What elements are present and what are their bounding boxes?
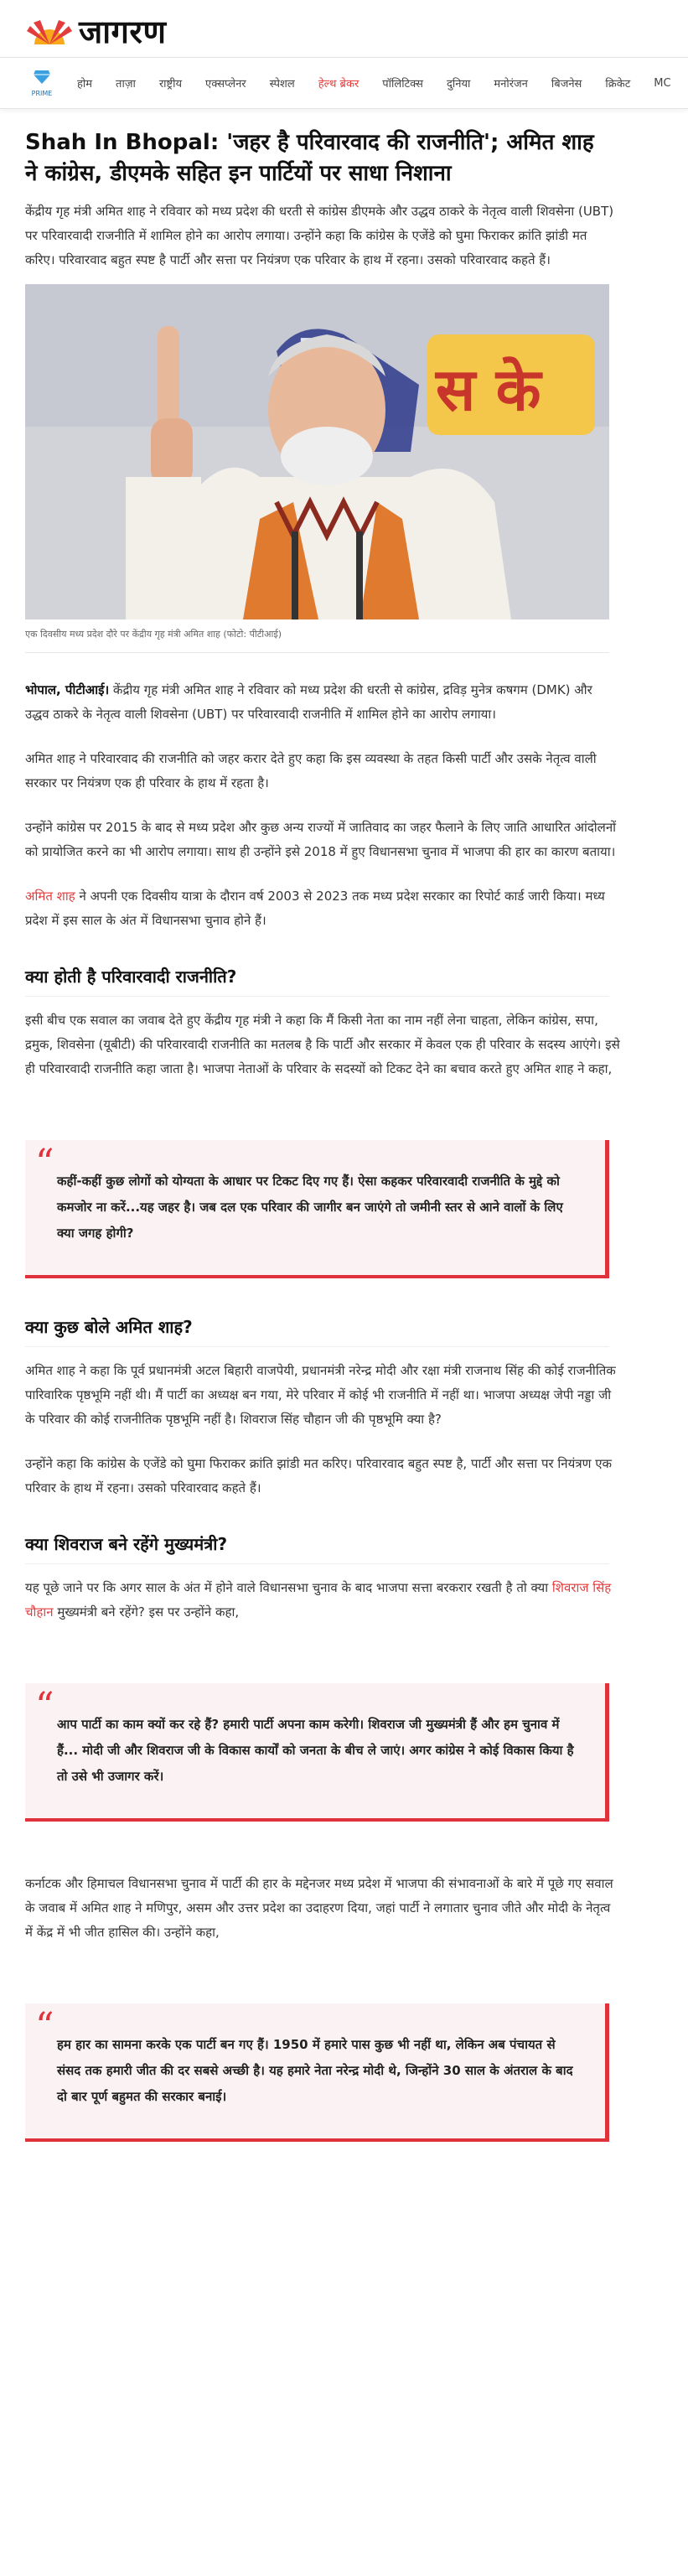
section-heading-dynasty-politics: क्या होती है परिवारवादी राजनीति? (25, 965, 609, 997)
paragraph-1-text: केंद्रीय गृह मंत्री अमित शाह ने रविवार को मध्य प्रदेश की धरती से कांग्रेस, द्रविड़ मुनेत्र कषगम (DMK) और उद्धव ठाकरे के नेतृत्व वाली शिवसेना (UBT) पर परिवारवादी राजनीति में शामिल होने का आरोप लगाया। (25, 682, 592, 722)
image-caption: एक दिवसीय मध्य प्रदेश दौरे पर केंद्रीय गृह मंत्री अमित शाह (फोटो: पीटीआई) (25, 628, 609, 653)
sun-logo-icon (25, 19, 74, 44)
nav-item-cricket[interactable]: क्रिकेट (605, 78, 631, 91)
nav-item-more[interactable]: MC (654, 76, 671, 90)
paragraph-1 (25, 678, 620, 727)
section-heading-shivraj-cm: क्या शिवराज बने रहेंगे मुख्यमंत्री? (25, 1532, 609, 1564)
paragraph-4-text: ने अपनी एक दिवसीय यात्रा के दौरान वर्ष 2003 से 2023 तक मध्य प्रदेश सरकार का रिपोर्ट कार्ड जारी किया। मध्य प्रदेश में इस साल के अंत में विधानसभा चुनाव होने हैं। (25, 889, 605, 928)
nav-item-latest[interactable]: ताज़ा (116, 78, 136, 91)
article-body (0, 127, 688, 2142)
blockquote-1-text: कहीं-कहीं कुछ लोगों को योग्यता के आधार पर टिकट दिए गए हैं। ऐसा कहकर परिवारवादी राजनीति के मुद्दे को कमजोर ना करें...यह जहर है। जब दल एक परिवार की जागीर बन जाएंगे तो जमीनी स्तर से आने वालों के लिए क्या जगह होगी? (57, 1174, 563, 1241)
nav-item-health[interactable]: हेल्थ ब्रेकर (318, 78, 360, 91)
blockquote-1 (25, 1140, 609, 1278)
amit-shah-link[interactable]: अमित शाह (25, 889, 75, 904)
paragraph-8 (25, 1576, 620, 1625)
nav-item-business[interactable]: बिजनेस (551, 78, 582, 91)
quote-mark-icon: “ (35, 1142, 54, 1184)
paragraph-5: इसी बीच एक सवाल का जवाब देते हुए केंद्रीय गृह मंत्री ने कहा कि मैं किसी नेता का नाम नहीं लेना चाहता, लेकिन कांग्रेस, सपा, द्रमुक, शिवसेना (यूबीटी) की परिवारवादी राजनीति का मतलब है कि पार्टी और सरकार में केवल एक ही परिवार के सदस्य आएंगे। इसे ही परिवारवादी राजनीति कहा जाता है। भाजपा नेताओं के परिवार के सदस्यों को टिकट देने का बचाव करते हुए अमित शाह ने कहा, (25, 1013, 620, 1076)
site-header (0, 0, 688, 57)
shivraj-singh-chouhan-link[interactable]: शिवराज सिंह चौहान (25, 1580, 612, 1620)
quote-mark-icon: “ (35, 1685, 54, 1728)
nav-item-national[interactable]: राष्ट्रीय (158, 78, 183, 91)
paragraph-8-text-a: यह पूछे जाने पर कि अगर साल के अंत में होने वाले विधानसभा चुनाव के बाद भाजपा सत्ता बरकरार रखती है तो क्या (25, 1580, 552, 1595)
premium-label: PRIME (31, 89, 53, 97)
section-heading-what-shah-said: क्या कुछ बोले अमित शाह? (25, 1315, 609, 1347)
nav-item-world[interactable]: दुनिया (446, 78, 471, 91)
nav-item-explainer[interactable]: एक्सप्लेनर (205, 78, 246, 91)
paragraph-6: अमित शाह ने कहा कि पूर्व प्रधानमंत्री अटल बिहारी वाजपेयी, प्रधानमंत्री नरेन्द्र मोदी और रक्षा मंत्री राजनाथ सिंह की कोई राजनीतिक पारिवारिक पृष्ठभूमि नहीं थी। मैं पार्टी का अध्यक्ष बन गया, मेरे परिवार में कोई भी राजनीति में नहीं था। भाजपा अध्यक्ष जेपी नड्डा जी के परिवार की कोई राजनीतिक पृष्ठभूमि नहीं है। शिवराज सिंह चौहान जी की पृष्ठभूमि क्या है? (25, 1363, 616, 1427)
paragraph-9: कर्नाटक और हिमाचल विधानसभा चुनाव में पार्टी की हार के मद्देनजर मध्य प्रदेश में भाजपा की संभावनाओं के बारे में पूछे गए सवाल के जवाब में अमित शाह ने मणिपुर, असम और उत्तर प्रदेश का उदाहरण दिया, जहां पार्टी ने लगातार चुनाव जीते और मोदी के नेतृत्व में केंद्र में भी जीत हासिल की। उन्होंने कहा, (25, 1876, 613, 1940)
blockquote-2 (25, 1683, 609, 1822)
article-hero-image (25, 284, 609, 619)
nav-item-special[interactable]: स्पेशल (269, 78, 295, 91)
blockquote-3-text: हम हार का सामना करके एक पार्टी बन गए हैं। 1950 में हमारे पास कुछ भी नहीं था, लेकिन अब पंचायत से संसद तक हमारी जीत की दर सबसे अच्छी है। यह हमारे नेता नरेन्द्र मोदी थे, जिन्होंने 30 साल के अंतराल के बाद दो बार पूर्ण बहुमत की सरकार बनाई। (57, 2037, 573, 2104)
blockquote-3 (25, 2003, 609, 2142)
main-nav (0, 57, 688, 109)
article-summary: केंद्रीय गृह मंत्री अमित शाह ने रविवार को मध्य प्रदेश की धरती से कांग्रेस डीएमके और उद्धव ठाकरे के नेतृत्व वाली शिवसेना (UBT) पर परिवारवादी राजनीति में शामिल होने का आरोप लगाया। उन्होंने कहा कि कांग्रेस के एजेंडे को घुमा फिराकर क्रांति झांडी मत करिए। परिवारवाद बहुत स्पष्ट है पार्टी और सत्ता पर नियंत्रण एक परिवार के हाथ में रहना। उसको परिवारवाद कहते हैं। (25, 204, 614, 267)
paragraph-7: उन्होंने कहा कि कांग्रेस के एजेंडे को घुमा फिराकर क्रांति झांडी मत करिए। परिवारवाद बहुत स्पष्ट है, पार्टी और सत्ता पर नियंत्रण एक परिवार के हाथ में रहना। उसको परिवारवाद कहते हैं। (25, 1456, 613, 1495)
nav-item-politics[interactable]: पॉलिटिक्स (382, 78, 423, 91)
svg-text:स के: स के (436, 355, 541, 424)
brand-logo[interactable] (25, 15, 663, 49)
paragraph-4 (25, 884, 620, 933)
premium-link[interactable] (25, 70, 59, 97)
nav-item-home[interactable]: होम (77, 78, 93, 91)
article-headline: Shah In Bhopal: 'जहर है परिवारवाद की राजनीति'; अमित शाह ने कांग्रेस, डीएमके सहित इन पार्टियों पर साधा निशाना (25, 130, 594, 186)
nav-item-entertainment[interactable]: मनोरंजन (494, 78, 528, 91)
dateline: भोपाल, पीटीआई। (25, 682, 110, 697)
paragraph-8-text-b: मुख्यमंत्री बने रहेंगे? इस पर उन्होंने कहा, (53, 1604, 240, 1620)
paragraph-2: अमित शाह ने परिवारवाद की राजनीति को जहर करार देते हुए कहा कि इस व्यवस्था के तहत किसी पार्टी और उसके नेतृत्व वाली सरकार पर नियंत्रण एक ही परिवार के हाथ में रहता है। (25, 751, 597, 790)
blockquote-2-text: आप पार्टी का काम क्यों कर रहे हैं? हमारी पार्टी अपना काम करेगी। शिवराज जी मुख्यमंत्री हैं और हम चुनाव में हैं... मोदी जी और शिवराज जी के विकास कार्यों को जनता के बीच ले जाएं। अगर कांग्रेस ने कोई विकास किया है तो उसे भी उजागर करें। (57, 1717, 574, 1784)
quote-mark-icon: “ (35, 2005, 54, 2048)
brand-name: जागरण (79, 13, 167, 50)
paragraph-3: उन्होंने कांग्रेस पर 2015 के बाद से मध्य प्रदेश और कुछ अन्य राज्यों में जातिवाद का जहर फैलाने के लिए जाति आधारित आंदोलनों को प्रायोजित करने का भी आरोप लगाया। साथ ही उन्होंने इसे 2018 में हुए विधानसभा चुनाव में भाजपा की हार का कारण बताया। (25, 820, 617, 859)
diamond-icon (33, 70, 51, 88)
